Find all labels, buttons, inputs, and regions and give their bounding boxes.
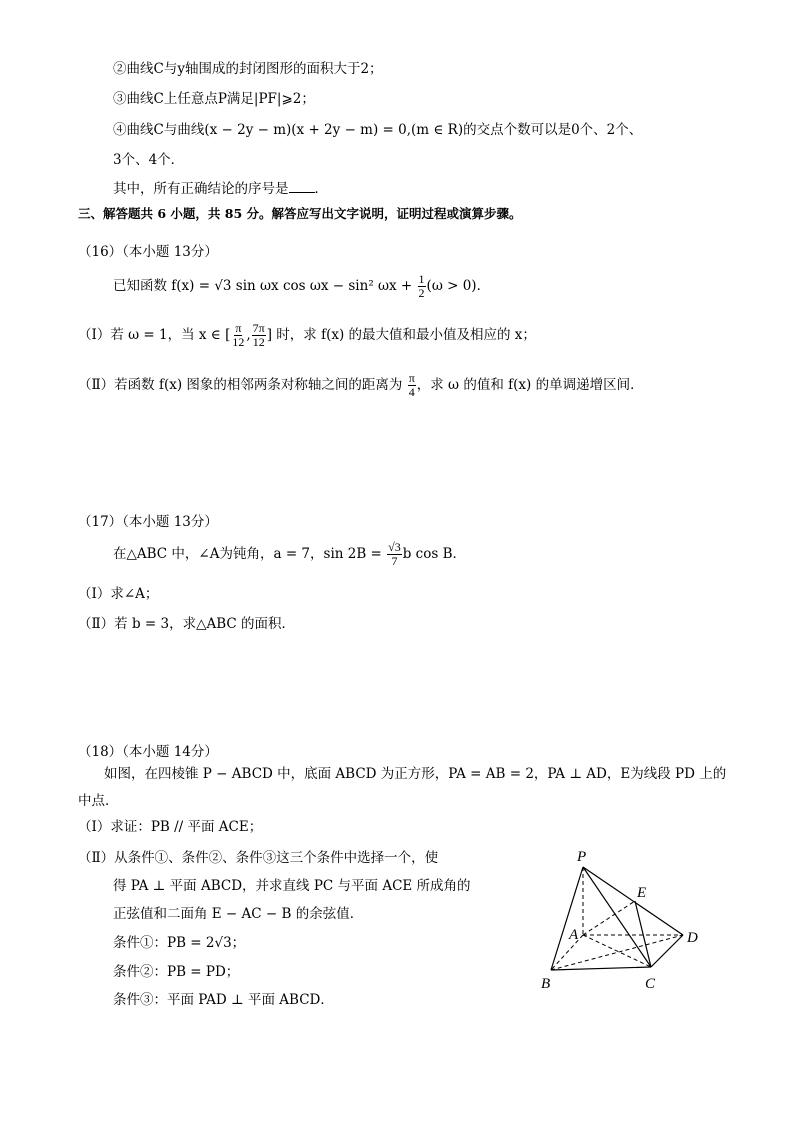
item-4-line-2: 3个、4个． xyxy=(113,152,185,168)
label-c: C xyxy=(645,976,656,992)
fraction-denominator: 7 xyxy=(391,554,398,568)
q16-p2-b: ，求 ω 的值和 f(x) 的单调递增区间． xyxy=(416,377,644,393)
q16-p1-fraction-2 xyxy=(252,322,266,349)
edge-pb xyxy=(551,867,583,970)
question-text: 其中，所有正确结论的序号是 xyxy=(113,181,289,197)
q16-p2-fraction xyxy=(408,372,416,399)
pyramid-figure xyxy=(535,845,715,995)
fraction-denominator: 2 xyxy=(418,286,425,300)
edge-ab xyxy=(551,935,583,970)
q18-condition-2: 条件②：PB = PD； xyxy=(113,964,240,980)
edge-pc xyxy=(583,867,651,967)
q16-p2-a: （Ⅱ）若函数 f(x) 图象的相邻两条对称轴之间的距离为 xyxy=(78,377,403,393)
edge-bc xyxy=(551,967,651,970)
q18-condition-1: 条件①：PB = 2√3； xyxy=(113,935,246,951)
q16-stem-a: 已知函数 f(x) = √3 sin ωx cos ωx − sin² ωx + xyxy=(113,278,413,294)
q17-part-2: （Ⅱ）若 b = 3，求△ABC 的面积． xyxy=(78,616,296,632)
q18-condition-3: 条件③：平面 PAD ⊥ 平面 ABCD． xyxy=(113,992,334,1008)
question-end: ． xyxy=(314,181,328,197)
q17-stem-b: b cos B． xyxy=(402,546,467,562)
q16-p1-a: （Ⅰ）若 ω = 1，当 x ∈ [ xyxy=(78,327,231,343)
label-p: P xyxy=(577,849,587,865)
section-3-heading: 三、解答题共 6 小题，共 85 分。解答应写出文字说明，证明过程或演算步骤。 xyxy=(78,206,522,221)
item-2: ②曲线C与y轴围成的封闭图形的面积大于2； xyxy=(113,61,383,77)
q16-header: （16）（本小题 13分） xyxy=(78,244,218,260)
label-b: B xyxy=(541,976,551,992)
fraction-numerator: √3 xyxy=(388,540,401,554)
item-3: ③曲线C上任意点P满足|PF|⩾2； xyxy=(113,91,315,107)
q18-header: （18）（本小题 14分） xyxy=(78,744,218,760)
q17-stem-a: 在△ABC 中，∠A为钝角，a = 7，sin 2B = xyxy=(113,546,382,562)
q16-part-2 xyxy=(78,370,644,400)
fraction-numerator: 1 xyxy=(418,272,425,286)
label-e: E xyxy=(637,885,647,901)
q18-stem-line-2: 中点． xyxy=(78,793,119,809)
fraction-numerator: π xyxy=(408,371,415,385)
item-4-line-1: ④曲线C与曲线(x − 2y − m)(x + 2y − m) = 0,(m ∈ R)的交点个数可以是0个、2个、 xyxy=(113,122,643,138)
q17-header: （17）（本小题 13分） xyxy=(78,514,218,530)
fraction-denominator: 12 xyxy=(252,335,265,349)
fraction-denominator: 4 xyxy=(408,385,415,399)
q16-p1-comma: , xyxy=(246,327,251,343)
q18-part-2-line-1: （Ⅱ）从条件①、条件②、条件③这三个条件中选择一个，使 xyxy=(78,850,439,866)
q16-p1-fraction-1 xyxy=(231,322,245,349)
q18-part-1: （Ⅰ）求证：PB // 平面 ACE； xyxy=(78,819,263,835)
q18-stem-line-1: 如图，在四棱锥 P − ABCD 中，底面 ABCD 为正方形，PA = AB = 2，PA ⊥ AD，E为线段 PD 上的 xyxy=(104,766,727,782)
fraction-denominator: 12 xyxy=(232,335,245,349)
fraction-numerator: π xyxy=(235,321,242,335)
label-a: A xyxy=(569,927,579,943)
edge-cd xyxy=(651,935,683,967)
question-line xyxy=(113,178,328,199)
label-d: D xyxy=(687,930,698,946)
q18-part-2-line-2: 得 PA ⊥ 平面 ABCD，并求直线 PC 与平面 ACE 所成角的 xyxy=(113,878,471,894)
q16-p1-b: ] 时，求 f(x) 的最大值和最小值及相应的 x； xyxy=(266,327,536,343)
answer-blank[interactable] xyxy=(289,178,315,193)
q16-stem-b: (ω > 0)． xyxy=(426,278,491,294)
q17-part-1: （Ⅰ）求∠A； xyxy=(78,586,159,602)
q16-part-1 xyxy=(78,320,536,350)
q18-part-2-line-3: 正弦值和二面角 E − AC − B 的余弦值． xyxy=(113,906,364,922)
fraction-numerator: 7π xyxy=(252,321,265,335)
q17-stem xyxy=(113,539,466,569)
q17-stem-fraction xyxy=(387,541,402,568)
q16-stem xyxy=(113,272,490,300)
q16-stem-fraction xyxy=(418,273,426,300)
edge-pd xyxy=(583,867,683,935)
